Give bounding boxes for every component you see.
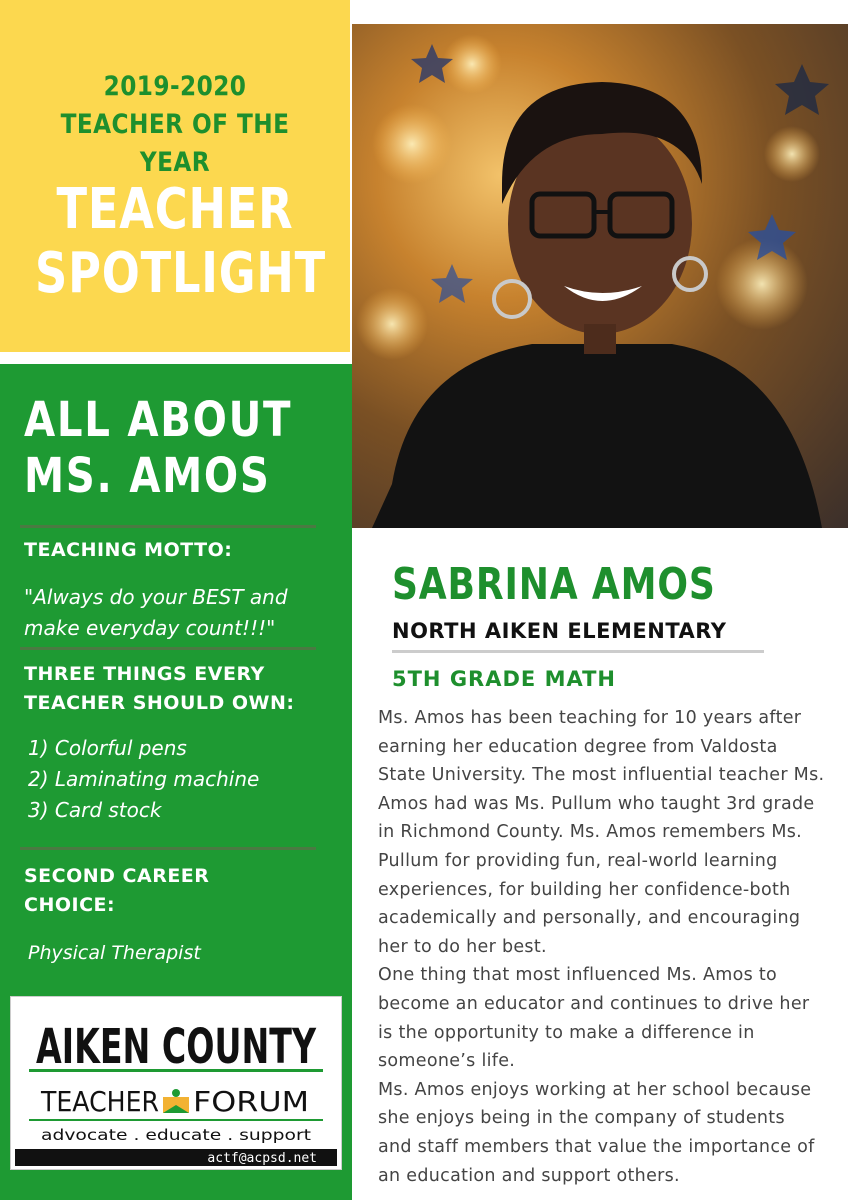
grade-subject: 5TH GRADE MATH <box>392 667 616 691</box>
logo-forum: FORUM <box>193 1085 309 1118</box>
bio-line: Pullum for providing fun, real-world learning <box>378 850 778 871</box>
divider <box>20 847 316 850</box>
award-name: TEACHER OF THE YEAR <box>60 109 290 178</box>
bio-line: academically and personally, and encouraging <box>378 908 801 929</box>
three-things-label-line-1: THREE THINGS EVERY <box>24 663 265 685</box>
bio-line: experiences, for building her confidence-both <box>378 879 791 900</box>
spotlight-line-1: TEACHER <box>56 177 294 242</box>
teacher-name: SABRINA AMOS <box>392 559 716 610</box>
bio-line: State University. The most influential teacher Ms. <box>378 765 825 786</box>
school-name: NORTH AIKEN ELEMENTARY <box>392 619 727 643</box>
logo-email: actf@acpsd.net <box>207 1151 317 1166</box>
logo-county: AIKEN COUNTY <box>36 1019 317 1075</box>
header-block <box>0 0 350 352</box>
divider <box>20 647 316 650</box>
bio-line: One thing that most influenced Ms. Amos to <box>378 965 778 986</box>
three-things-list <box>28 733 259 826</box>
sidebar-title <box>24 392 292 504</box>
teacher-portrait <box>352 24 848 528</box>
bio-line: earning her education degree from Valdosta <box>378 736 778 757</box>
divider <box>20 525 316 528</box>
star-icon <box>775 64 829 115</box>
bio-line: Amos had was Ms. Pullum who taught 3rd grade <box>378 793 815 814</box>
logo-rule <box>29 1119 323 1121</box>
list-item: 2) Laminating machine <box>28 767 260 791</box>
portrait-image <box>352 24 848 528</box>
logo-teacher: TEACHER <box>40 1085 159 1118</box>
bio-line: and staff members that value the importance of <box>378 1136 815 1157</box>
award-year: 2019-2020 <box>103 71 247 102</box>
career-label <box>24 862 209 920</box>
list-item: 3) Card stock <box>28 798 162 822</box>
bio-line: her to do her best. <box>378 936 547 957</box>
three-things-label-line-2: TEACHER SHOULD OWN: <box>24 692 295 714</box>
bio-line: become an educator and continues to drive her <box>378 993 810 1014</box>
spotlight-line-2: SPOTLIGHT <box>35 241 326 306</box>
motto-line-1: "Always do your BEST and <box>24 585 288 609</box>
award-title <box>25 68 326 182</box>
bio-line: Ms. Amos has been teaching for 10 years after <box>378 708 802 728</box>
logo-tagline: advocate . educate . support <box>41 1126 312 1144</box>
book-lamp-icon <box>163 1089 189 1113</box>
teacher-forum-logo <box>10 996 342 1170</box>
bio-line: someone’s life. <box>378 1051 516 1072</box>
career-value: Physical Therapist <box>28 942 201 964</box>
career-label-line-2: CHOICE: <box>24 894 116 916</box>
star-icon <box>431 264 473 303</box>
motto-label: TEACHING MOTTO: <box>24 539 233 561</box>
three-things-label <box>24 660 294 718</box>
career-label-line-1: SECOND CAREER <box>24 865 210 887</box>
logo-graphic <box>11 997 341 1169</box>
sidebar-title-line-1: ALL ABOUT <box>24 392 293 448</box>
bio-line: an education and support others. <box>378 1165 680 1186</box>
black-blouse <box>372 344 822 528</box>
bio-line: she enjoys being in the company of students <box>378 1108 785 1129</box>
list-item: 1) Colorful pens <box>28 736 187 760</box>
motto-text <box>24 582 288 644</box>
bio-line: Ms. Amos enjoys working at her school because <box>378 1079 812 1100</box>
earring-icon <box>494 281 530 317</box>
bio-line: is the opportunity to make a difference in <box>378 1022 755 1043</box>
motto-line-2: make everyday count!!!" <box>24 616 276 640</box>
divider <box>392 650 764 653</box>
bio-text <box>378 704 828 1190</box>
bio-line: in Richmond County. Ms. Amos remembers Ms. <box>378 822 803 843</box>
sidebar-title-line-2: MS. AMOS <box>24 448 271 504</box>
spotlight-title <box>35 177 326 306</box>
neck <box>584 324 616 354</box>
